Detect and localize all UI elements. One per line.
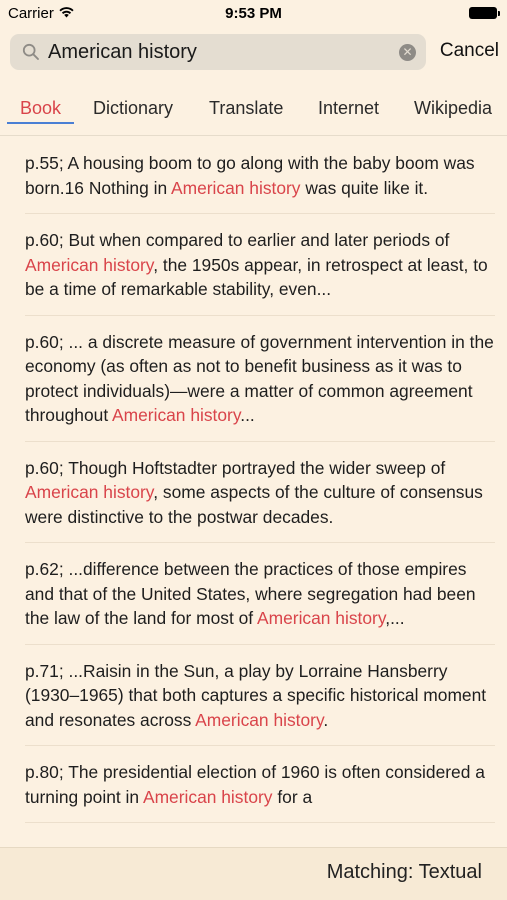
- result-text: was quite like it.: [300, 177, 429, 198]
- clear-icon[interactable]: ✕: [399, 44, 416, 61]
- tab-book[interactable]: Book: [20, 98, 62, 118]
- result-text: p.62; ...difference between the practices of those empires and that of the United States, where segregation had been the law of the land for most of: [25, 559, 476, 628]
- active-tab-indicator: [7, 122, 74, 124]
- search-match-highlight: American history: [25, 482, 154, 502]
- result-text: p.55; A housing boom to go along with the baby boom was born.16 Nothing in: [25, 153, 475, 198]
- search-input[interactable]: American history: [48, 40, 197, 63]
- battery-icon: [469, 7, 497, 19]
- source-tabs: [0, 94, 507, 136]
- result-item[interactable]: [25, 214, 495, 316]
- tab-translate[interactable]: Translate: [209, 98, 284, 118]
- result-text: ...: [240, 405, 255, 425]
- search-match-highlight: American history: [195, 709, 324, 730]
- result-item[interactable]: [25, 137, 495, 214]
- result-item[interactable]: [25, 442, 495, 544]
- result-item[interactable]: [25, 543, 495, 645]
- result-text: for a: [272, 786, 313, 807]
- result-text: , the 1950s appear, in retrospect at least, to be a time of remarkable stability, even...: [25, 254, 488, 299]
- status-bar: [0, 0, 507, 26]
- search-match-highlight: American history: [142, 786, 273, 807]
- search-field[interactable]: [10, 34, 426, 70]
- cancel-button[interactable]: Cancel: [439, 40, 499, 61]
- tab-internet[interactable]: Internet: [318, 98, 380, 118]
- status-time: 9:53 PM: [225, 5, 282, 22]
- tab-dictionary[interactable]: Dictionary: [93, 98, 174, 118]
- result-text: p.60; But when compared to earlier and later periods of: [25, 230, 450, 250]
- result-text: p.80; The presidential election of 1960 is often considered a turning point in: [25, 762, 485, 807]
- result-text: .: [323, 709, 329, 730]
- bottom-toolbar: [0, 847, 507, 900]
- search-icon: [22, 43, 40, 61]
- search-match-highlight: American history: [171, 177, 301, 198]
- tab-wikipedia[interactable]: Wikipedia: [414, 98, 493, 118]
- result-item[interactable]: [25, 645, 495, 747]
- result-text: p.60; ... a discrete measure of government intervention in the economy (as often as not to benefit business as it was to protect individuals)—were a matter of common agreement throughout: [25, 331, 494, 425]
- result-text: p.71; ...Raisin in the Sun, a play by Lorraine Hansberry (1930–1965) that both captures a specific historical moment and resonates across: [25, 660, 487, 730]
- carrier-label: Carrier: [8, 5, 54, 22]
- search-match-highlight: American history: [112, 405, 241, 425]
- result-text: , some aspects of the culture of consensus were distinctive to the postwar decades.: [25, 482, 483, 527]
- search-match-highlight: American history: [257, 608, 386, 628]
- results-list: [0, 137, 507, 847]
- result-text: p.60; Though Hoftstadter portrayed the wider sweep of: [25, 457, 446, 478]
- result-item[interactable]: [25, 316, 495, 442]
- result-item[interactable]: [25, 746, 495, 823]
- matching-mode-button[interactable]: Matching: Textual: [326, 861, 482, 883]
- result-text: ,...: [385, 608, 405, 628]
- search-match-highlight: American history: [25, 254, 154, 275]
